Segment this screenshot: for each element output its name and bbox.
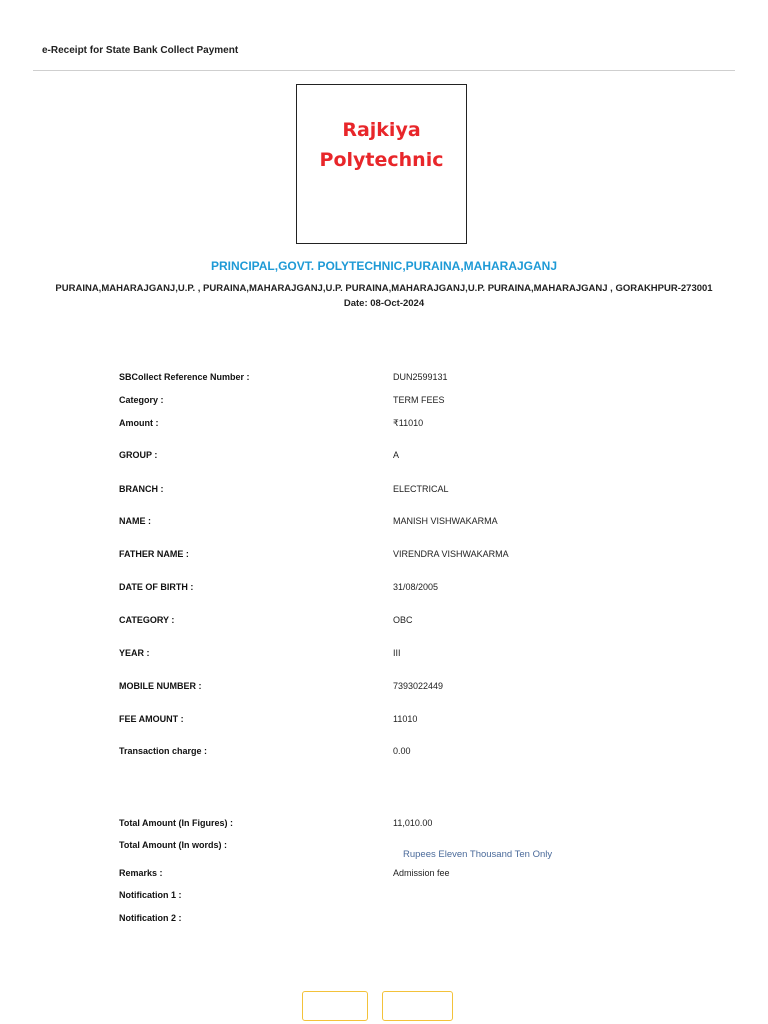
field-label-father-name: FATHER NAME : — [119, 549, 189, 559]
total-figures-label: Total Amount (In Figures) : — [119, 818, 233, 828]
field-value-name: MANISH VISHWAKARMA — [393, 516, 498, 526]
field-value-branch: ELECTRICAL — [393, 484, 449, 494]
logo-line-1: Rajkiya — [342, 119, 421, 141]
notification-2-label: Notification 2 : — [119, 913, 182, 923]
field-label-year: YEAR : — [119, 648, 150, 658]
field-value-dob: 31/08/2005 — [393, 582, 439, 592]
remarks-value: Admission fee — [393, 868, 450, 878]
field-label-category: Category : — [119, 395, 164, 405]
field-value-caste-category: OBC — [393, 615, 413, 625]
field-value-year: III — [393, 648, 401, 658]
institution-name: PRINCIPAL,GOVT. POLYTECHNIC,PURAINA,MAHARAJGANJ — [210, 259, 558, 273]
field-label-group: GROUP : — [119, 450, 158, 460]
total-words-label: Total Amount (In words) : — [119, 840, 227, 850]
field-label-caste-category: CATEGORY : — [119, 615, 175, 625]
field-label-name: NAME : — [119, 516, 151, 526]
field-label-mobile: MOBILE NUMBER : — [119, 681, 202, 691]
field-value-group: A — [393, 450, 400, 460]
field-label-amount: Amount : — [119, 418, 159, 428]
field-label-transaction-charge: Transaction charge : — [119, 746, 208, 756]
field-value-category: TERM FEES — [393, 395, 445, 405]
institution-address: PURAINA,MAHARAJGANJ,U.P. , PURAINA,MAHARAJGANJ,U.P. PURAINA,MAHARAJGANJ,U.P. PURAINA,MAHARAJGANJ , GORAKHPUR-273001 — [55, 283, 713, 294]
receipt-date: Date: 08-Oct-2024 — [343, 298, 425, 309]
field-value-transaction-charge: 0.00 — [393, 746, 411, 756]
header-divider — [33, 70, 735, 71]
remarks-label: Remarks : — [119, 868, 163, 878]
field-label-fee-amount: FEE AMOUNT : — [119, 714, 184, 724]
field-value-amount: ₹11010 — [393, 418, 424, 428]
field-value-mobile: 7393022449 — [393, 681, 444, 691]
notification-1-label: Notification 1 : — [119, 890, 182, 900]
field-value-father-name: VIRENDRA VISHWAKARMA — [393, 549, 509, 559]
field-value-reference: DUN2599131 — [393, 372, 448, 382]
back-button[interactable] — [382, 991, 453, 1021]
total-figures-value: 11,010.00 — [393, 818, 433, 828]
institution-logo — [296, 84, 467, 244]
field-value-fee-amount: 11010 — [393, 714, 418, 724]
total-words-value: Rupees Eleven Thousand Ten Only — [403, 849, 553, 860]
field-label-dob: DATE OF BIRTH : — [119, 582, 194, 592]
document-header: e-Receipt for State Bank Collect Payment — [42, 45, 239, 56]
field-label-branch: BRANCH : — [119, 484, 164, 494]
field-label-reference: SBCollect Reference Number : — [119, 372, 250, 382]
logo-line-2: Polytechnic — [319, 149, 444, 171]
print-button[interactable] — [302, 991, 368, 1021]
